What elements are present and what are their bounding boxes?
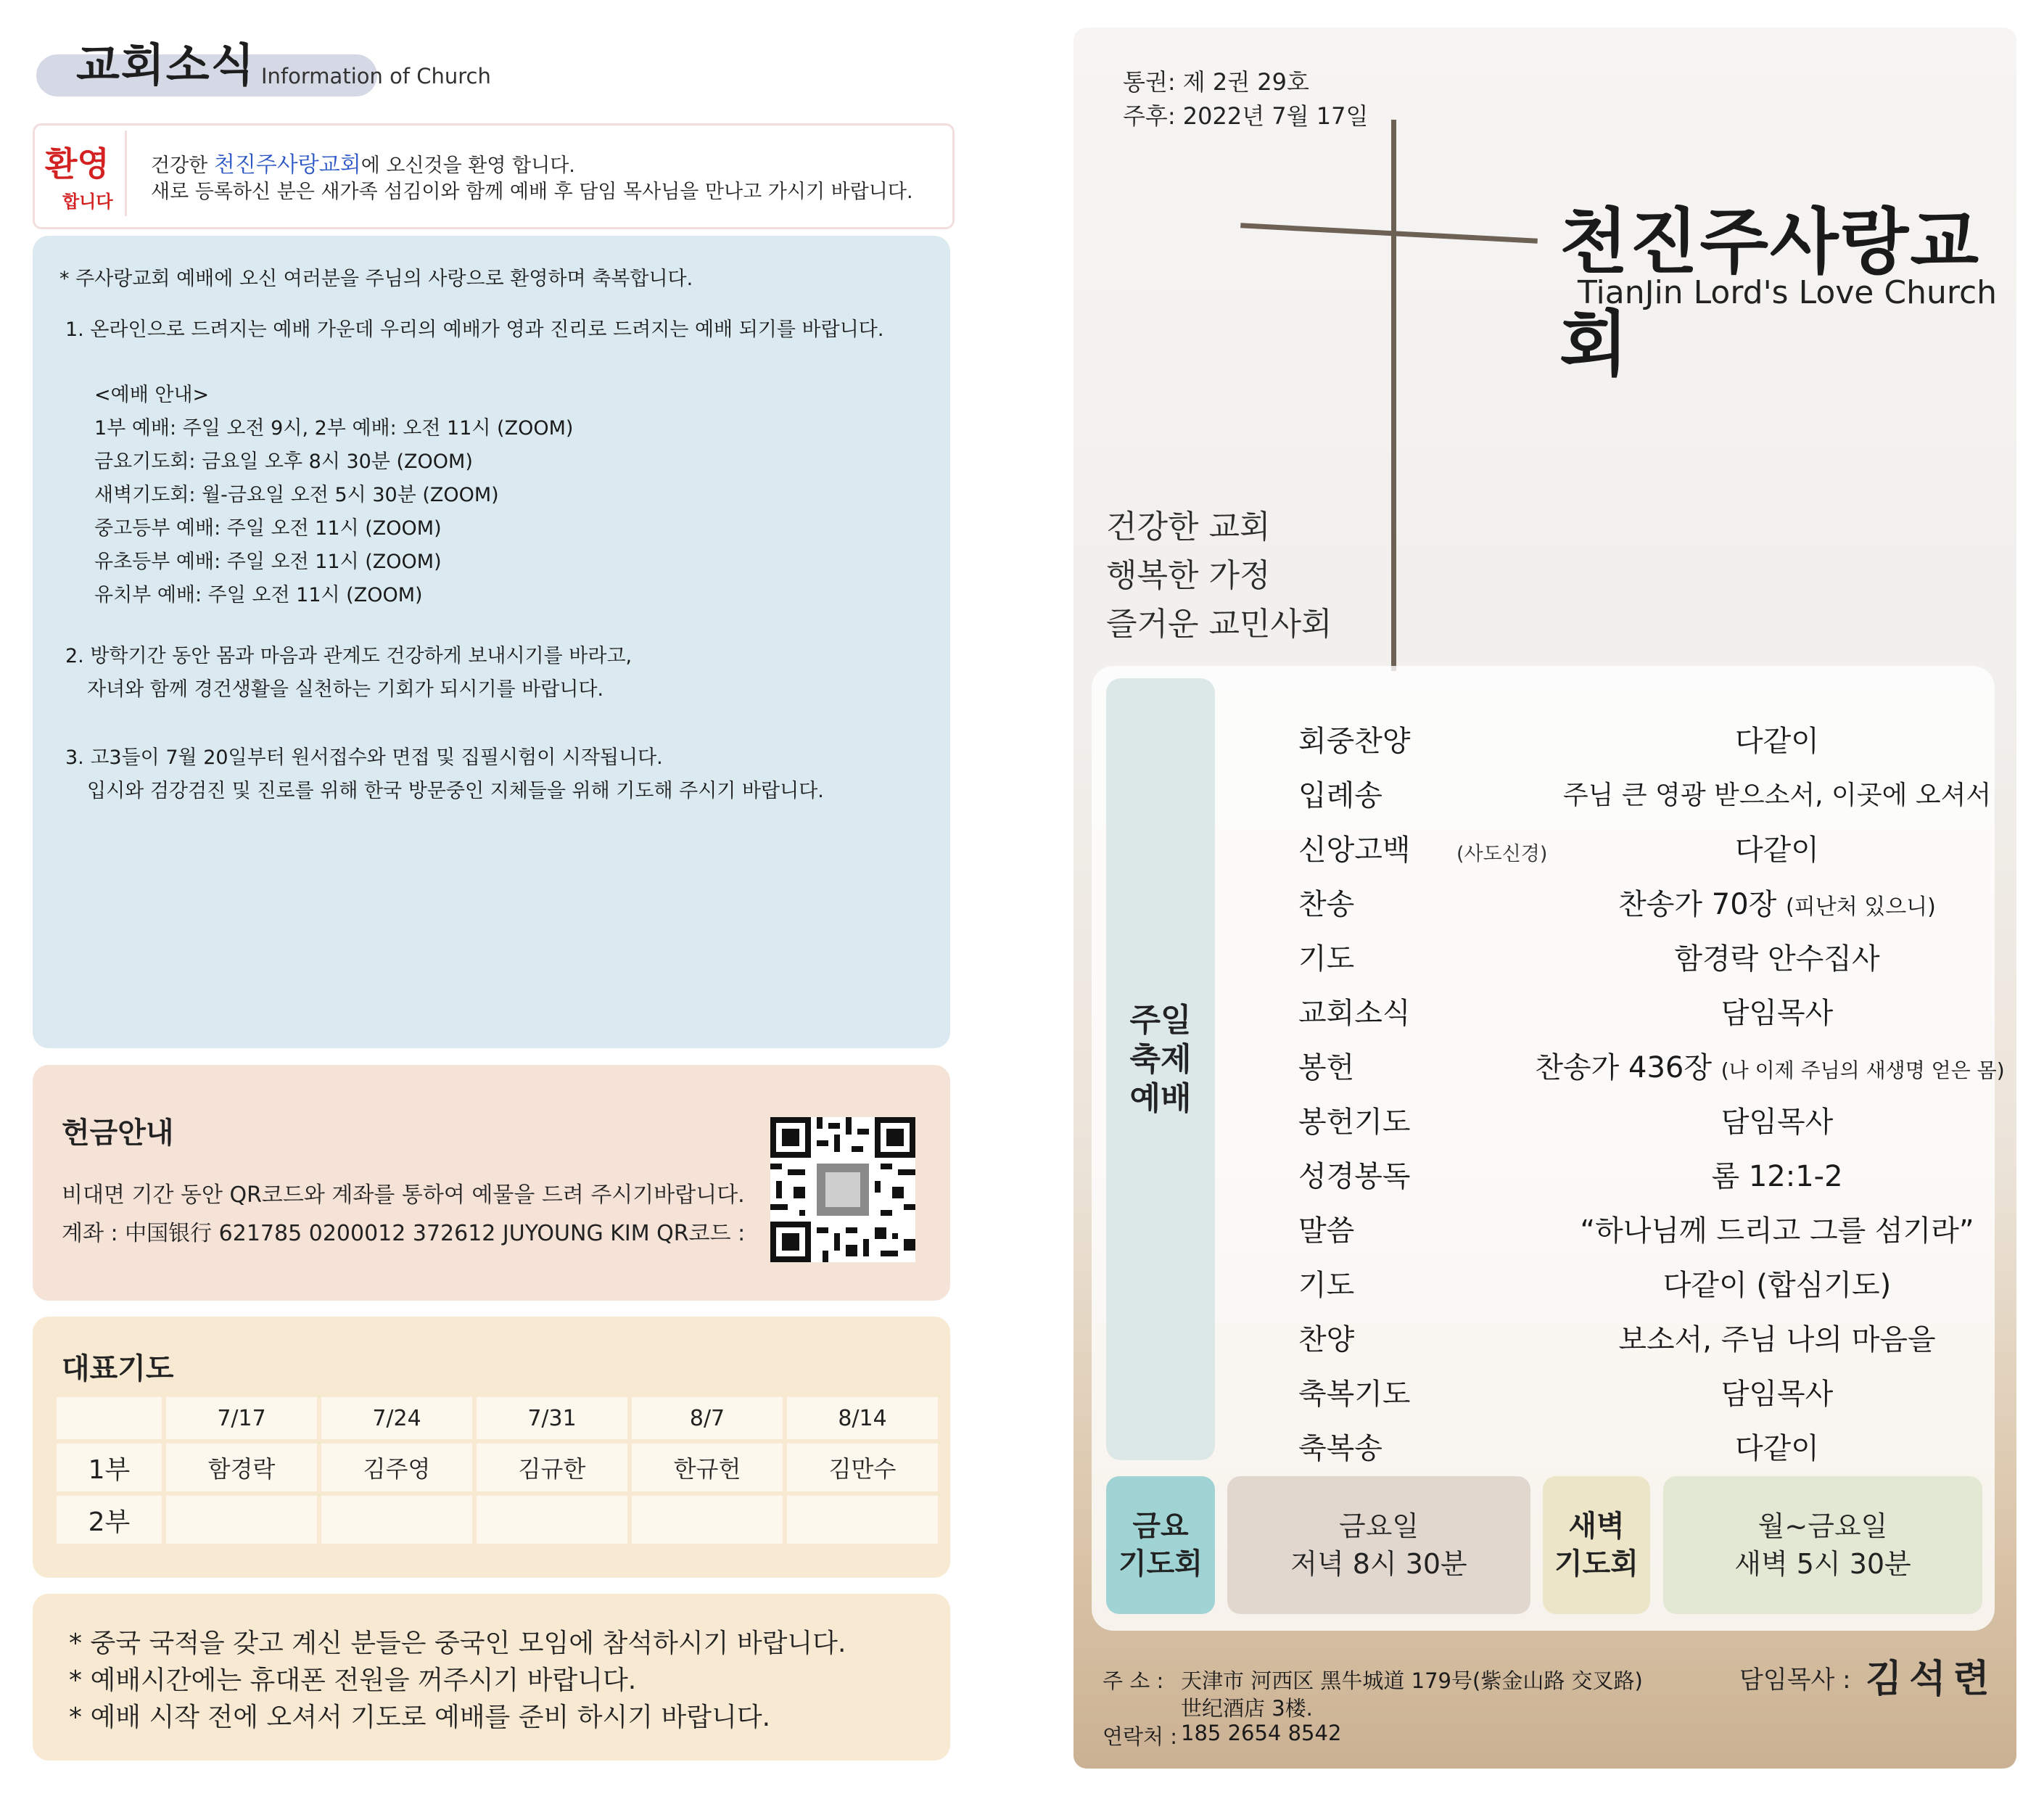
order-content <box>1465 1371 2044 1412</box>
order-content-main: 다같이 <box>1735 833 1819 867</box>
order-content-main: 찬송가 436장 <box>1535 1051 1712 1084</box>
issue-date: 주후: 2022년 7월 17일 <box>1123 102 1369 130</box>
motto-line: 즐거운 교민사회 <box>1106 606 1332 643</box>
prayer-title: 대표기도 <box>62 1352 174 1386</box>
label-line: 기도회 <box>1554 1547 1639 1581</box>
order-content <box>1465 1262 2044 1304</box>
order-content <box>1465 990 2044 1032</box>
order-content-main: 함경락 안수집사 <box>1674 942 1880 976</box>
time-line: 월~금요일 <box>1757 1510 1888 1542</box>
welcome-badge-sub: 합니다 <box>62 192 113 212</box>
prayer-name-cell <box>787 1496 938 1544</box>
address-line-1: 天津市 河西区 黑牛城道 179号(紫金山路 交叉路) <box>1181 1668 1643 1693</box>
welcome-line-1 <box>151 147 575 178</box>
news-item-3-line-2: 입시와 검강검진 및 진로를 위해 한국 방문중인 지체들을 위해 기도해 주시기 바랍니다. <box>87 780 824 802</box>
welcome-line-2: 새로 등록하신 분은 새가족 섬김이와 함께 예배 후 담임 목사님을 만나고 가시기 바랍니다. <box>151 181 913 203</box>
friday-prayer-label <box>1106 1507 1215 1583</box>
news-item-3-line-1: 3. 고3들이 7월 20일부터 원서접수와 면접 및 집필시험이 시작됩니다. <box>65 746 663 769</box>
welcome-badge-word: 환영 <box>45 144 110 184</box>
row-label: 1부 <box>57 1444 162 1491</box>
worship-guide-title: <예배 안내> <box>94 384 210 406</box>
note-line: * 중국 국적을 갖고 계신 분들은 중국인 모임에 참석하시기 바랍니다. <box>69 1629 846 1658</box>
motto-line: 행복한 가정 <box>1106 557 1271 594</box>
date-header: 7/17 <box>166 1397 317 1439</box>
news-item-2-line-2: 자녀와 함께 경건생활을 실천하는 기회가 되시기를 바랍니다. <box>87 678 604 701</box>
order-item-note: (사도신경) <box>1456 843 1548 865</box>
pastor-label: 담임목사 : <box>1739 1666 1851 1695</box>
church-name: 천진주사랑교회 <box>1559 201 1981 386</box>
address-label: 주 소 : <box>1103 1668 1164 1693</box>
order-content <box>1465 1208 2044 1249</box>
label-line: 기도회 <box>1118 1547 1203 1581</box>
order-content-main: 다같이 <box>1735 1432 1819 1465</box>
order-content <box>1465 1317 2044 1358</box>
service-label-line: 축제 <box>1129 1041 1192 1078</box>
order-content <box>1465 1425 2044 1467</box>
worship-guide-line: 유치부 예배: 주일 오전 11시 (ZOOM) <box>94 584 423 606</box>
order-item: 입례송 <box>1298 779 1382 812</box>
cross-image <box>1391 120 1396 671</box>
order-content-main: 담임목사 <box>1720 1106 1834 1139</box>
qr-code-image <box>770 1117 915 1262</box>
prayer-name-cell <box>477 1496 627 1544</box>
offering-line-1: 비대면 기간 동안 QR코드와 계좌를 통하여 예물을 드려 주시기바랍니다. <box>62 1182 745 1208</box>
order-content <box>1465 775 2044 812</box>
order-content <box>1465 827 2044 868</box>
order-item: 교회소식 <box>1298 997 1411 1030</box>
order-content-main: 찬송가 70장 <box>1618 888 1777 921</box>
table-row <box>57 1496 938 1544</box>
service-label-line: 주일 <box>1129 1002 1192 1039</box>
section-title-en: Information of Church <box>261 64 491 88</box>
prayer-name-cell: 김규한 <box>477 1444 627 1491</box>
news-item-1: 1. 온라인으로 드려지는 예배 가운데 우리의 예배가 영과 진리로 드려지는 예배 되기를 바랍니다. <box>65 318 884 341</box>
order-content-main: 보소서, 주님 나의 마음을 <box>1618 1323 1936 1357</box>
prayer-name-cell: 김만수 <box>787 1444 938 1491</box>
prayer-name-cell <box>321 1496 472 1544</box>
prayer-name-cell <box>632 1496 783 1544</box>
news-intro: * 주사랑교회 예배에 오신 여러분을 주님의 사랑으로 환영하며 축복합니다. <box>59 268 693 290</box>
worship-guide-line: 1부 예배: 주일 오전 9시, 2부 예배: 오전 11시 (ZOOM) <box>94 417 574 440</box>
note-line: * 예배시간에는 휴대폰 전원을 꺼주시기 바랍니다. <box>69 1666 637 1695</box>
order-content-main: 주님 큰 영광 받으소서, 이곳에 오셔서 <box>1562 781 1992 810</box>
pastor-name: 김석련 <box>1866 1658 1997 1701</box>
address-line-2: 世纪酒店 3楼. <box>1181 1696 1313 1721</box>
welcome-prefix: 건강한 <box>151 155 214 177</box>
order-item: 축복송 <box>1298 1432 1382 1465</box>
table-corner-cell <box>57 1397 162 1439</box>
date-header: 8/7 <box>632 1397 783 1439</box>
order-item: 성경봉독 <box>1298 1160 1411 1193</box>
news-item-2-line-1: 2. 방학기간 동안 몸과 마음과 관계도 건강하게 보내시기를 바라고, <box>65 645 632 667</box>
service-label-line: 예배 <box>1129 1080 1192 1117</box>
label-line: 금요 <box>1132 1510 1189 1543</box>
order-content <box>1465 1099 2044 1140</box>
motto-line: 건강한 교회 <box>1106 509 1271 546</box>
worship-guide-line: 유초등부 예배: 주일 오전 11시 (ZOOM) <box>94 551 442 573</box>
table-row <box>57 1444 938 1491</box>
date-header: 7/31 <box>477 1397 627 1439</box>
label-line: 새벽 <box>1568 1510 1625 1543</box>
order-content-main: 담임목사 <box>1720 997 1834 1030</box>
order-content <box>1465 936 2044 977</box>
contact-label: 연락처 : <box>1103 1724 1178 1749</box>
dawn-prayer-time <box>1663 1507 1982 1583</box>
order-item: 기도 <box>1298 942 1355 976</box>
prayer-name-cell: 한규헌 <box>632 1444 783 1491</box>
order-content-main: 다같이 (합심기도) <box>1662 1269 1892 1302</box>
worship-guide-line: 중고등부 예배: 주일 오전 11시 (ZOOM) <box>94 517 442 540</box>
prayer-name-cell <box>166 1496 317 1544</box>
order-item: 말씀 <box>1298 1214 1355 1248</box>
time-line: 새벽 5시 30분 <box>1734 1548 1911 1580</box>
order-item: 찬양 <box>1298 1323 1355 1357</box>
row-label: 2부 <box>57 1496 162 1544</box>
order-content-main: 롬 12:1-2 <box>1711 1160 1843 1193</box>
order-content <box>1523 1045 2016 1086</box>
contact-number: 185 2654 8542 <box>1181 1721 1342 1745</box>
table-header-row <box>57 1397 938 1439</box>
friday-prayer-time <box>1227 1507 1530 1583</box>
order-content <box>1465 718 2044 759</box>
prayer-name-cell: 함경락 <box>166 1444 317 1491</box>
order-content <box>1465 1153 2044 1195</box>
date-header: 8/14 <box>787 1397 938 1439</box>
sunday-service-label <box>1106 1001 1215 1119</box>
order-item: 봉헌기도 <box>1298 1106 1411 1139</box>
prayer-name-cell: 김주영 <box>321 1444 472 1491</box>
order-item: 신앙고백 <box>1298 833 1411 867</box>
order-content-sub: (나 이제 주님의 새생명 얻은 몸) <box>1720 1058 2005 1082</box>
order-item: 축복기도 <box>1298 1378 1411 1411</box>
section-title: 교회소식 <box>76 38 256 91</box>
order-content-main: 담임목사 <box>1720 1378 1834 1411</box>
welcome-church-name: 천진주사랑교회 <box>213 152 361 178</box>
welcome-suffix: 에 오신것을 환영 합니다. <box>360 155 575 177</box>
order-content-main: “하나님께 드리고 그를 섬기라” <box>1580 1214 1974 1248</box>
note-line: * 예배 시작 전에 오셔서 기도로 예배를 준비 하시기 바랍니다. <box>69 1703 771 1732</box>
order-item: 찬송 <box>1298 888 1355 921</box>
order-item: 회중찬양 <box>1298 725 1411 758</box>
date-header: 7/24 <box>321 1397 472 1439</box>
prayer-schedule-table <box>52 1393 942 1548</box>
order-item: 봉헌 <box>1298 1051 1355 1084</box>
order-content-main: 다같이 <box>1735 725 1819 758</box>
order-content-sub: (피난처 있으니) <box>1786 894 1936 920</box>
welcome-divider <box>125 131 127 216</box>
worship-guide-line: 금요기도회: 금요일 오후 8시 30분 (ZOOM) <box>94 450 473 473</box>
order-content <box>1465 881 2044 923</box>
issue-volume: 통권: 제 2권 29호 <box>1123 68 1309 96</box>
offering-account: 계좌 : 中国银行 621785 0200012 372612 JUYOUNG KIM QR코드 : <box>62 1221 746 1246</box>
church-name-en: TianJin Lord's Love Church <box>1578 274 1998 311</box>
dawn-prayer-label <box>1543 1507 1650 1583</box>
time-line: 금요일 <box>1338 1510 1419 1542</box>
time-line: 저녁 8시 30분 <box>1290 1548 1467 1580</box>
offering-title: 헌금안내 <box>62 1116 174 1150</box>
worship-guide-line: 새벽기도회: 월-금요일 오전 5시 30분 (ZOOM) <box>94 484 499 506</box>
order-item: 기도 <box>1298 1269 1355 1302</box>
